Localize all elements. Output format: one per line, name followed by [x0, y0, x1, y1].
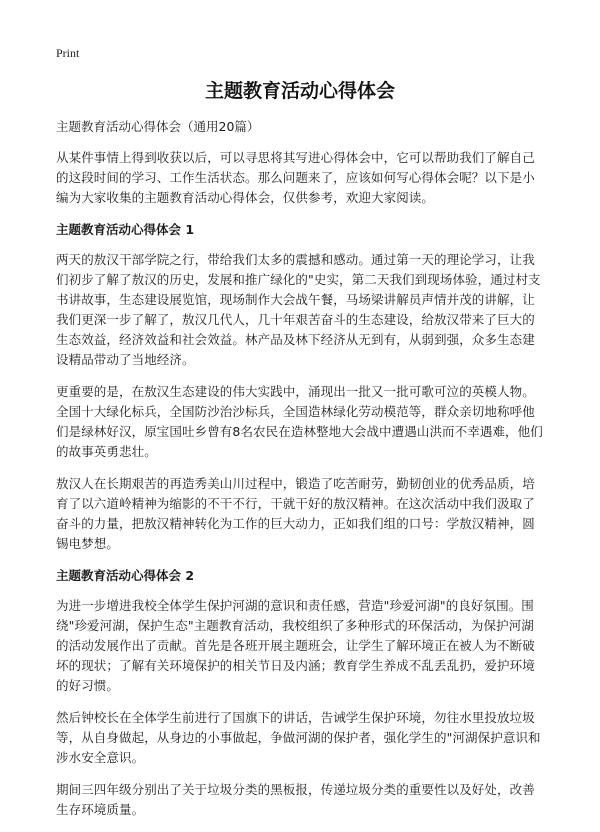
section-2-paragraph-3: 期间三四年级分别出了关于垃圾分类的黑板报，传递垃圾分类的重要性以及好处，改善生存环境质量。: [56, 782, 535, 817]
section-1-paragraph-3: 敖汉人在长期艰苦的再造秀美山川过程中，锻造了吃苦耐劳，勤韧创业的优秀品质，培育了以六道岭精神为缩影的不干不行，干就干好的敖汉精神。在这次活动中我们汲取了奋斗的力量，把敖汉精神转化为工作的巨大动力，正如我们组的口号：学敖汉精神，圆锡电梦想。: [56, 476, 535, 551]
page-title: 主题教育活动心得体会: [204, 80, 395, 102]
document-body: [56, 117, 546, 832]
print-link[interactable]: Print: [56, 46, 80, 60]
section-2-paragraph-2: 然后钟校长在全体学生前进行了国旗下的讲话，告诫学生保护环境，勿往水里投放垃圾等，从自身做起，从身边的小事做起，争做河湖的保护者，强化学生的"河湖保护意识和涉水安全意识。: [56, 710, 541, 765]
document-subtitle: 主题教育活动心得体会（通用20篇）: [56, 119, 260, 134]
section-1-paragraph-1: 两天的敖汉干部学院之行，带给我们太多的震撼和感动。通过第一天的理论学习，让我们初步了解了敖汉的历史，发展和推广绿化的"史实，第二天我们到现场体验，通过村支书讲故事，生态建设展览馆，现场制作大会战午餐，马场梁讲解员声情并茂的讲解，让我们更深一步了解了，敖汉几代人，几十年艰苦奋斗的生态建设，给敖汉带来了巨大的生态效益，经济效益和社会效益。林产品及林下经济从无到有，从弱到强，众多生态建设精品带动了当地经济。: [56, 252, 541, 367]
intro-paragraph: 从某件事情上得到收获以后，可以寻思将其写进心得体会中，它可以帮助我们了解自己的这段时间的学习、工作生活状态。那么问题来了，应该如何写心得体会呢？以下是小编为大家收集的主题教育活动心得体会，仅供参考，欢迎大家阅读。: [56, 150, 535, 205]
section-heading-2: 主题教育活动心得体会 2: [56, 568, 195, 583]
section-2-paragraph-1: 为进一步增进我校全体学生保护河湖的意识和责任感，营造"珍爱河湖"的良好氛围。围绕"珍爱河湖，保护生态"主题教育活动，我校组织了多种形式的环保活动，为保护河湖的活动发展作出了贡献。首先是各班开展主题班会，让学生了解环境正在被人为不断破坏的现状；了解有关环境保护的相关节日及内涵；教育学生养成不乱丢乱扔，爱护环境的好习惯。: [56, 598, 535, 693]
section-1-paragraph-2: 更重要的是，在敖汉生态建设的伟大实践中，涌现出一批又一批可歌可泣的英模人物。全国十大绿化标兵，全国防沙治沙标兵，全国造林绿化劳动模范等，群众亲切地称呼他们是绿林好汉，原宝国吐乡曾有8名农民在造林整地大会战中遭遇山洪而不幸遇难，他们的故事英勇悲壮。: [56, 384, 543, 459]
section-heading-1: 主题教育活动心得体会 1: [56, 222, 195, 237]
